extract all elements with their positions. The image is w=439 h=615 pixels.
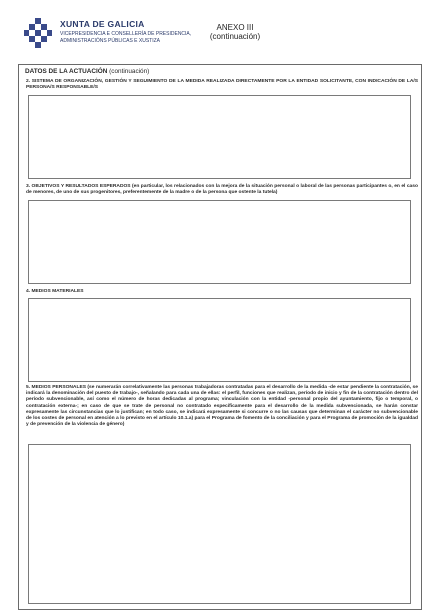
section-note: (continuación)	[109, 68, 150, 75]
field-3-label: 3. OBJETIVOS Y RESULTADOS ESPERADOS (en particular, los relacionados con la mejora de la situación personal o laboral de las personas participantes o, en el caso de menores, de uno de sus progenitores, preferentemente de la madre o de la persona que ostente la tutela)	[26, 184, 418, 196]
field-4-label: 4. MEDIOS MATERIALES	[26, 289, 84, 294]
field-2-textarea[interactable]	[28, 95, 411, 179]
org-department: VICEPRESIDENCIA E CONSELLERÍA DE PRESIDENCIA, ADMINISTRACIÓNS PÚBLICAS E XUSTIZA	[60, 31, 192, 44]
field-3-textarea[interactable]	[28, 200, 411, 284]
org-name: XUNTA DE GALICIA	[60, 19, 145, 29]
field-5-label: 5. MEDIOS PERSONALES (se numerarán correlativamente las personas trabajadoras contratadas para el desarrollo de la medida -de estar pendiente la contratación, se indicará la denominación del puesto de trabajo-, señalando para cada una de ellas: el perfil, funciones que realizan, período de inicio y fin de la contratación dentro del período subvencionable, así como el número de horas dedicadas al programa; vinculación con la entidad -personal propio del ayuntamiento, fijo o temporal, o contratación externa-; en caso de que se trate de personal no contratado específicamente para el desarrollo de la medida subvencionada, se harán constar expresamente las circunstancias que lo justifican; en todo caso, se indicará expresamente si concurre o no las causas que determinan el carácter no subvencionable de los costes de personal en atención a lo previsto en el artículo 10.1.a) para el Programa de fomento de la conciliación y para el Programa de promoción de la igualdad y de prevención de la violencia de género)	[26, 385, 418, 428]
annex-subtitle: (continuación)	[209, 32, 261, 41]
page-header	[24, 17, 424, 53]
annex-title: ANEXO III	[216, 23, 254, 32]
section-title: DATOS DE LA ACTUACIÓN (continuación)	[25, 68, 150, 75]
annex-heading	[200, 23, 270, 41]
actuation-form	[18, 64, 422, 610]
galicia-cross-logo-icon	[24, 18, 52, 48]
field-2-label: 2. SISTEMA DE ORGANIZACIÓN, GESTIÓN Y SEGUIMIENTO DE LA MEDIDA REALIZADA DIRECTAMENTE POR LA ENTIDAD SOLICITANTE, CON INDICACIÓN DE LA/S PERSONA/S RESPONSABLE/S	[26, 79, 418, 91]
field-4-textarea[interactable]	[28, 298, 411, 382]
field-5-textarea[interactable]	[28, 444, 411, 604]
